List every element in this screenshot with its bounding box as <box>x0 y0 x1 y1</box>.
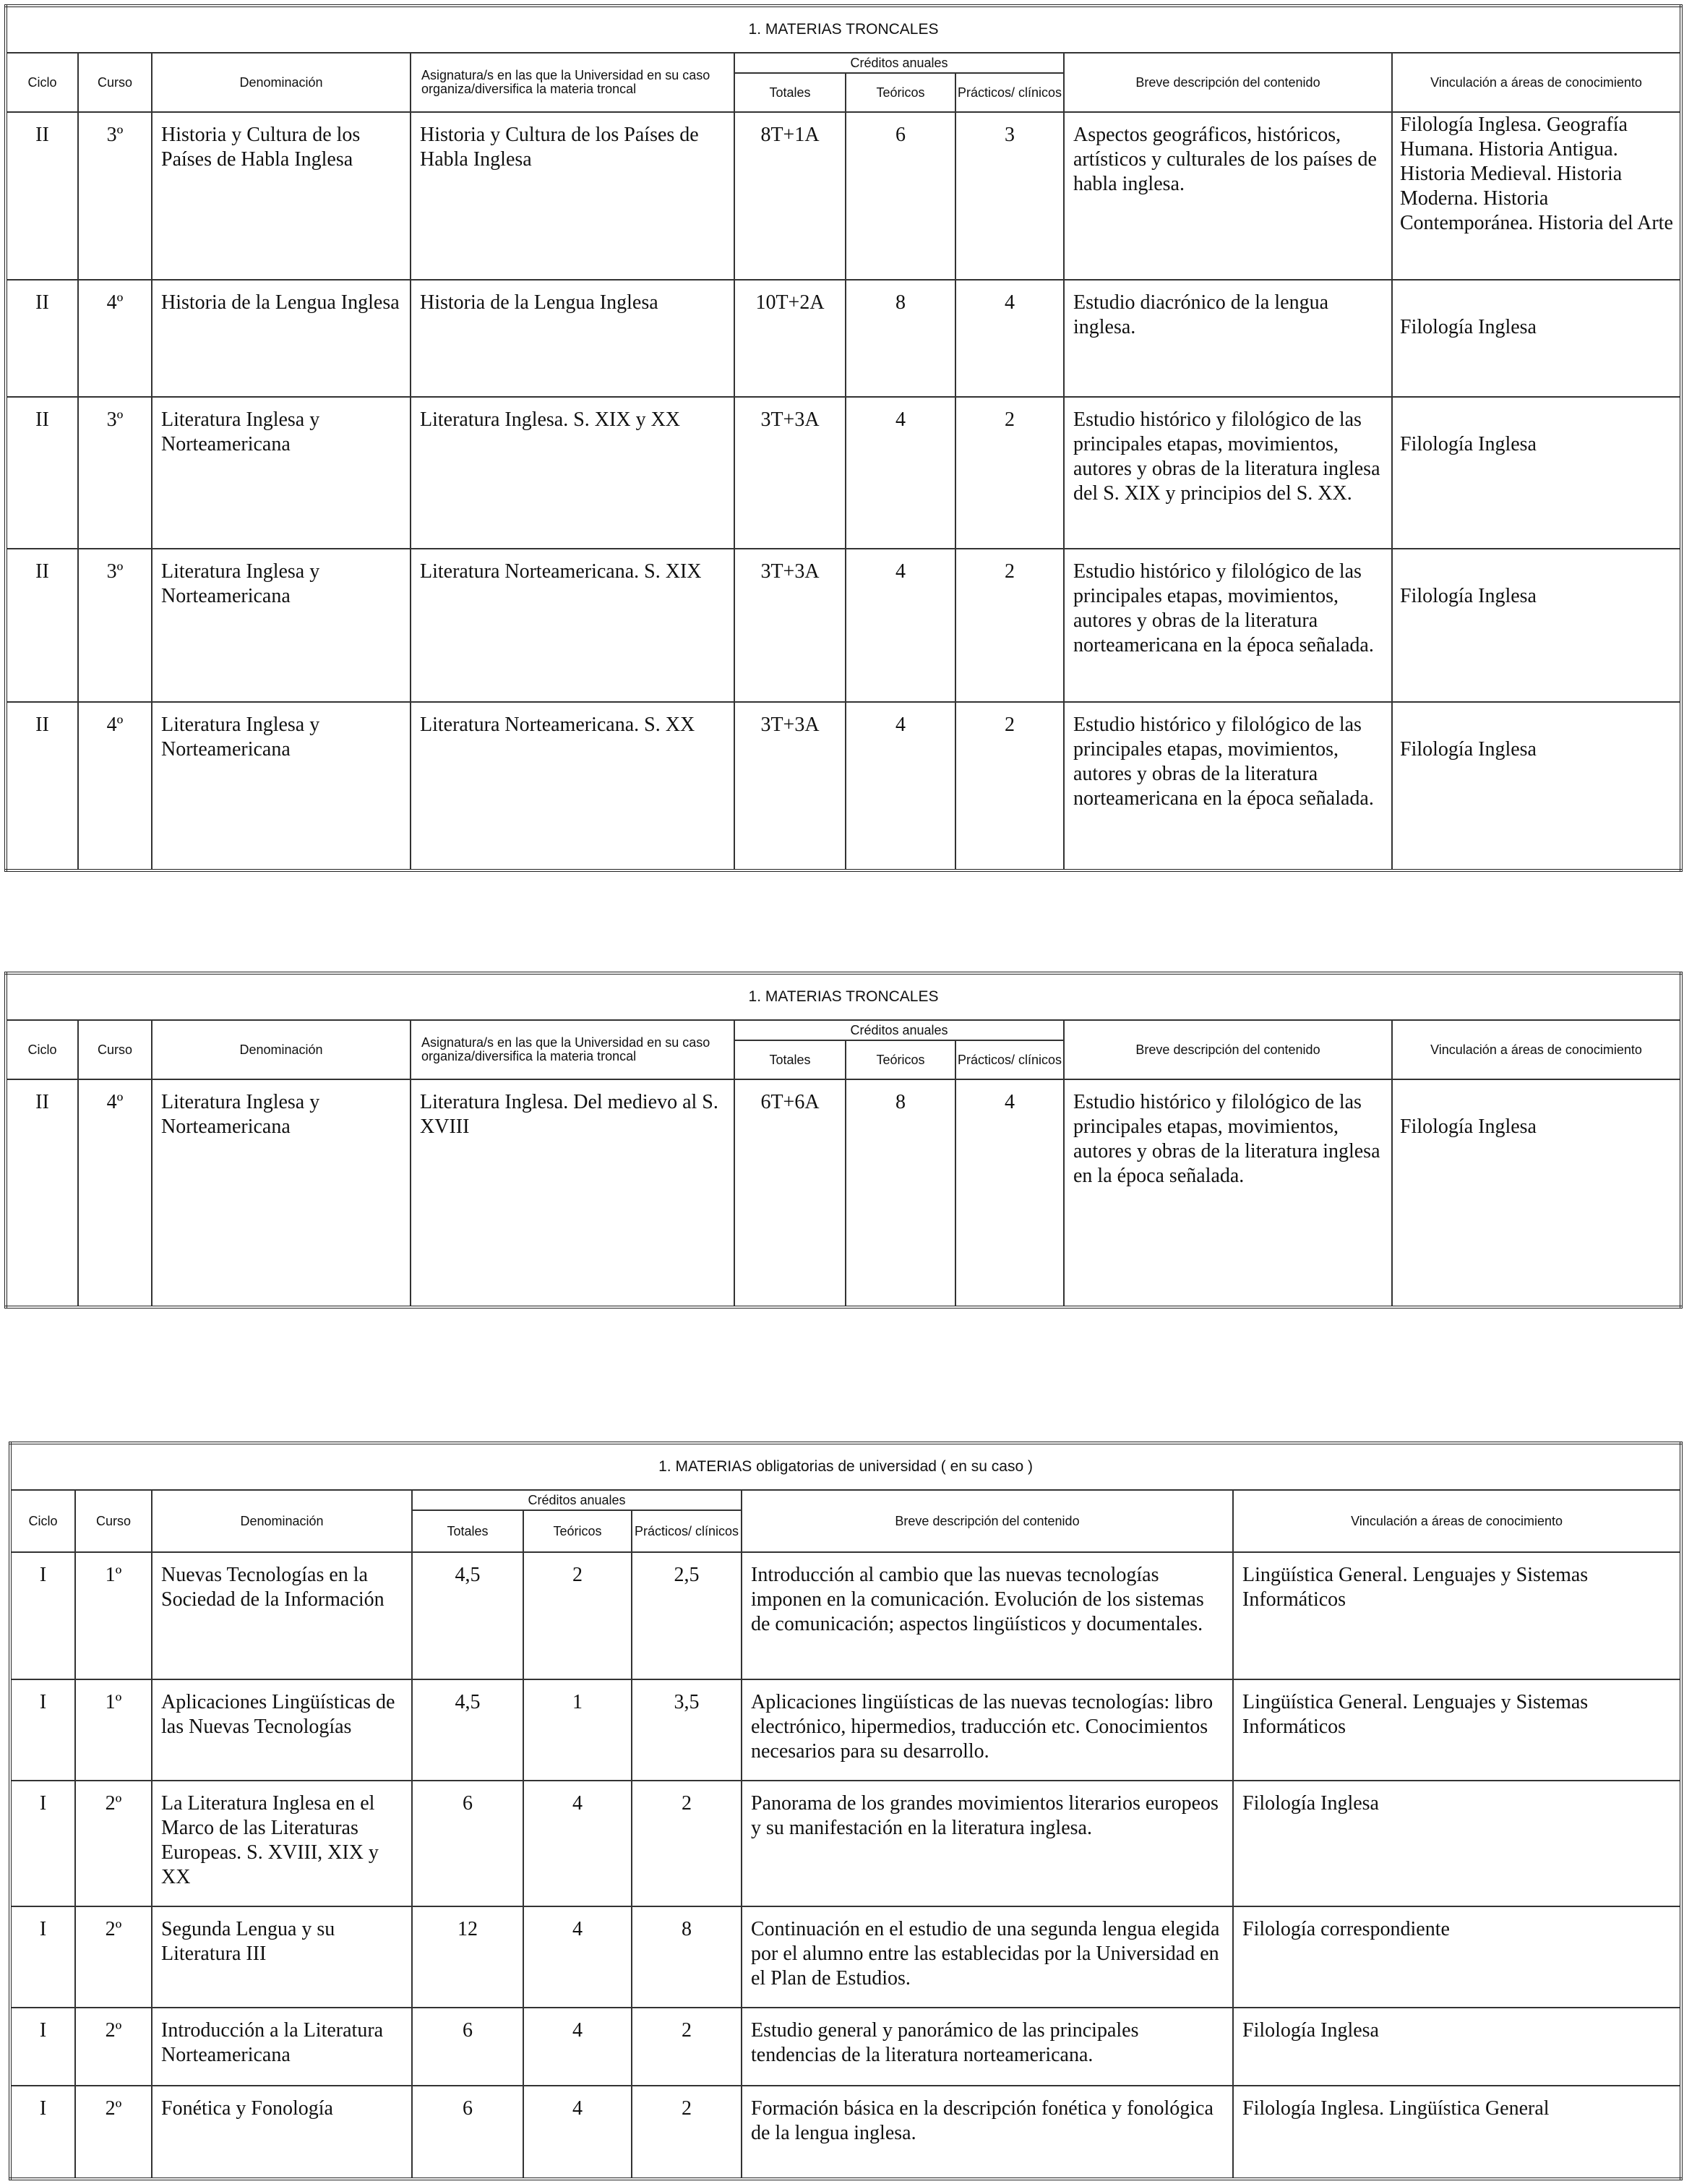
table-row <box>10 1906 1681 2008</box>
cell-practicos: 4 <box>955 1079 1064 1307</box>
table-row <box>6 397 1681 549</box>
cell-curso: 2º <box>75 1906 152 2008</box>
cell-teoricos: 4 <box>523 1781 632 1906</box>
cell-descripcion: Estudio diacrónico de la lengua inglesa. <box>1064 280 1392 397</box>
header-denominacion: Denominación <box>152 53 411 112</box>
header-totales: Totales <box>734 73 846 112</box>
troncales-table-1 <box>4 4 1683 872</box>
cell-asignatura: Literatura Inglesa. S. XIX y XX <box>411 397 734 549</box>
cell-totales: 6T+6A <box>734 1079 846 1307</box>
cell-totales: 6 <box>412 2008 523 2086</box>
cell-teoricos: 8 <box>846 1079 955 1307</box>
table-row <box>10 2008 1681 2086</box>
header-creditos: Créditos anuales <box>734 53 1064 73</box>
header-asignatura: Asignatura/s en las que la Universidad en su caso organiza/diversifica la materia troncal <box>411 1020 734 1079</box>
cell-practicos: 8 <box>632 1906 742 2008</box>
cell-ciclo: I <box>10 2008 75 2086</box>
header-creditos: Créditos anuales <box>412 1490 742 1510</box>
cell-asignatura: Historia de la Lengua Inglesa <box>411 280 734 397</box>
cell-ciclo: II <box>6 397 78 549</box>
cell-ciclo: II <box>6 112 78 280</box>
header-creditos: Créditos anuales <box>734 1020 1064 1040</box>
cell-vinculacion: Filología Inglesa <box>1392 280 1681 397</box>
cell-ciclo: II <box>6 1079 78 1307</box>
header-practicos: Prácticos/ clínicos <box>955 73 1064 112</box>
cell-practicos: 3,5 <box>632 1679 742 1781</box>
cell-descripcion: Estudio histórico y filológico de las principales etapas, movimientos, autores y obras de la literatura norteamericana en la época señalada. <box>1064 702 1392 870</box>
cell-curso: 3º <box>78 549 152 702</box>
cell-curso: 2º <box>75 2008 152 2086</box>
table-row <box>10 1552 1681 1679</box>
cell-vinculacion: Filología Inglesa <box>1392 397 1681 549</box>
table-title: 1. MATERIAS TRONCALES <box>6 973 1681 1020</box>
cell-vinculacion: Filología Inglesa <box>1392 549 1681 702</box>
cell-curso: 1º <box>75 1552 152 1679</box>
table-row <box>6 112 1681 280</box>
table-title: 1. MATERIAS obligatorias de universidad ( en su caso ) <box>10 1443 1681 1490</box>
header-denominacion: Denominación <box>152 1020 411 1079</box>
cell-denominacion: Fonética y Fonología <box>152 2086 412 2179</box>
cell-totales: 6 <box>412 2086 523 2179</box>
header-descripcion: Breve descripción del contenido <box>1064 1020 1392 1079</box>
cell-vinculacion: Lingüística General. Lenguajes y Sistemas Informáticos <box>1233 1679 1681 1781</box>
cell-totales: 4,5 <box>412 1552 523 1679</box>
cell-curso: 2º <box>75 1781 152 1906</box>
table-title: 1. MATERIAS TRONCALES <box>6 6 1681 53</box>
cell-descripcion: Panorama de los grandes movimientos literarios europeos y su manifestación en la literatura inglesa. <box>742 1781 1233 1906</box>
header-totales: Totales <box>412 1510 523 1552</box>
table-row <box>10 2086 1681 2179</box>
cell-denominacion: Literatura Inglesa y Norteamericana <box>152 1079 411 1307</box>
header-vinculacion: Vinculación a áreas de conocimiento <box>1233 1490 1681 1552</box>
cell-totales: 3T+3A <box>734 397 846 549</box>
header-totales: Totales <box>734 1040 846 1079</box>
header-vinculacion: Vinculación a áreas de conocimiento <box>1392 1020 1681 1079</box>
cell-denominacion: Historia y Cultura de los Países de Habla Inglesa <box>152 112 411 280</box>
cell-teoricos: 6 <box>846 112 955 280</box>
header-ciclo: Ciclo <box>6 1020 78 1079</box>
cell-teoricos: 4 <box>846 397 955 549</box>
cell-curso: 4º <box>78 1079 152 1307</box>
cell-teoricos: 4 <box>523 2086 632 2179</box>
cell-teoricos: 4 <box>846 549 955 702</box>
header-ciclo: Ciclo <box>6 53 78 112</box>
header-practicos: Prácticos/ clínicos <box>955 1040 1064 1079</box>
cell-ciclo: II <box>6 702 78 870</box>
header-denominacion: Denominación <box>152 1490 412 1552</box>
cell-ciclo: I <box>10 1781 75 1906</box>
cell-descripcion: Aplicaciones lingüísticas de las nuevas tecnologías: libro electrónico, hipermedios, traducción etc. Conocimientos necesarios para su desarrollo. <box>742 1679 1233 1781</box>
cell-asignatura: Historia y Cultura de los Países de Habla Inglesa <box>411 112 734 280</box>
cell-asignatura: Literatura Norteamericana. S. XIX <box>411 549 734 702</box>
cell-vinculacion: Filología Inglesa <box>1392 1079 1681 1307</box>
cell-practicos: 4 <box>955 280 1064 397</box>
header-practicos: Prácticos/ clínicos <box>632 1510 742 1552</box>
cell-descripcion: Introducción al cambio que las nuevas tecnologías imponen en la comunicación. Evolución de los sistemas de comunicación; aspectos lingüísticos y documentales. <box>742 1552 1233 1679</box>
table-row <box>10 1679 1681 1781</box>
cell-totales: 12 <box>412 1906 523 2008</box>
cell-curso: 3º <box>78 397 152 549</box>
cell-vinculacion: Lingüística General. Lenguajes y Sistemas Informáticos <box>1233 1552 1681 1679</box>
cell-practicos: 3 <box>955 112 1064 280</box>
cell-ciclo: I <box>10 1906 75 2008</box>
header-descripcion: Breve descripción del contenido <box>1064 53 1392 112</box>
cell-vinculacion: Filología Inglesa <box>1392 702 1681 870</box>
cell-denominacion: Historia de la Lengua Inglesa <box>152 280 411 397</box>
cell-totales: 10T+2A <box>734 280 846 397</box>
cell-descripcion: Estudio histórico y filológico de las principales etapas, movimientos, autores y obras de la literatura norteamericana en la época señalada. <box>1064 549 1392 702</box>
cell-practicos: 2,5 <box>632 1552 742 1679</box>
header-descripcion: Breve descripción del contenido <box>742 1490 1233 1552</box>
table-row <box>6 702 1681 870</box>
cell-teoricos: 4 <box>523 1906 632 2008</box>
cell-ciclo: II <box>6 549 78 702</box>
cell-ciclo: I <box>10 2086 75 2179</box>
cell-practicos: 2 <box>955 702 1064 870</box>
cell-descripcion: Aspectos geográficos, históricos, artísticos y culturales de los países de habla inglesa. <box>1064 112 1392 280</box>
cell-totales: 8T+1A <box>734 112 846 280</box>
cell-descripcion: Estudio histórico y filológico de las principales etapas, movimientos, autores y obras de la literatura inglesa del S. XIX y principios del S. XX. <box>1064 397 1392 549</box>
cell-curso: 2º <box>75 2086 152 2179</box>
cell-denominacion: Segunda Lengua y su Literatura III <box>152 1906 412 2008</box>
cell-totales: 3T+3A <box>734 549 846 702</box>
cell-descripcion: Estudio general y panorámico de las principales tendencias de la literatura norteamericana. <box>742 2008 1233 2086</box>
header-asignatura: Asignatura/s en las que la Universidad en su caso organiza/diversifica la materia troncal <box>411 53 734 112</box>
cell-denominacion: Introducción a la Literatura Norteamericana <box>152 2008 412 2086</box>
cell-vinculacion: Filología Inglesa. Geografía Humana. Historia Antigua. Historia Medieval. Historia Moderna. Historia Contemporánea. Historia del Arte <box>1392 112 1681 280</box>
cell-vinculacion: Filología Inglesa. Lingüística General <box>1233 2086 1681 2179</box>
cell-descripcion: Estudio histórico y filológico de las principales etapas, movimientos, autores y obras de la literatura inglesa en la época señalada. <box>1064 1079 1392 1307</box>
header-ciclo: Ciclo <box>10 1490 75 1552</box>
header-curso: Curso <box>78 1020 152 1079</box>
header-curso: Curso <box>75 1490 152 1552</box>
cell-descripcion: Formación básica en la descripción fonética y fonológica de la lengua inglesa. <box>742 2086 1233 2179</box>
table-row <box>6 280 1681 397</box>
cell-teoricos: 4 <box>846 702 955 870</box>
cell-ciclo: I <box>10 1679 75 1781</box>
cell-practicos: 2 <box>632 1781 742 1906</box>
cell-denominacion: Literatura Inglesa y Norteamericana <box>152 702 411 870</box>
header-vinculacion: Vinculación a áreas de conocimiento <box>1392 53 1681 112</box>
cell-practicos: 2 <box>632 2008 742 2086</box>
table-row <box>6 549 1681 702</box>
cell-curso: 1º <box>75 1679 152 1781</box>
cell-teoricos: 4 <box>523 2008 632 2086</box>
cell-practicos: 2 <box>632 2086 742 2179</box>
cell-asignatura: Literatura Norteamericana. S. XX <box>411 702 734 870</box>
cell-denominacion: Literatura Inglesa y Norteamericana <box>152 397 411 549</box>
table-row <box>6 1079 1681 1307</box>
table-row <box>10 1781 1681 1906</box>
cell-curso: 3º <box>78 112 152 280</box>
header-teoricos: Teóricos <box>846 1040 955 1079</box>
cell-denominacion: Nuevas Tecnologías en la Sociedad de la Información <box>152 1552 412 1679</box>
cell-totales: 3T+3A <box>734 702 846 870</box>
cell-practicos: 2 <box>955 549 1064 702</box>
cell-practicos: 2 <box>955 397 1064 549</box>
cell-ciclo: II <box>6 280 78 397</box>
cell-teoricos: 2 <box>523 1552 632 1679</box>
cell-denominacion: Literatura Inglesa y Norteamericana <box>152 549 411 702</box>
cell-vinculacion: Filología Inglesa <box>1233 1781 1681 1906</box>
troncales-table-2 <box>4 972 1683 1309</box>
cell-descripcion: Continuación en el estudio de una segunda lengua elegida por el alumno entre las establecidas por la Universidad en el Plan de Estudios. <box>742 1906 1233 2008</box>
cell-denominacion: La Literatura Inglesa en el Marco de las Literaturas Europeas. S. XVIII, XIX y XX <box>152 1781 412 1906</box>
header-curso: Curso <box>78 53 152 112</box>
header-teoricos: Teóricos <box>523 1510 632 1552</box>
cell-vinculacion: Filología correspondiente <box>1233 1906 1681 2008</box>
cell-totales: 4,5 <box>412 1679 523 1781</box>
cell-vinculacion: Filología Inglesa <box>1233 2008 1681 2086</box>
cell-curso: 4º <box>78 702 152 870</box>
header-teoricos: Teóricos <box>846 73 955 112</box>
cell-curso: 4º <box>78 280 152 397</box>
cell-ciclo: I <box>10 1552 75 1679</box>
cell-denominacion: Aplicaciones Lingüísticas de las Nuevas Tecnologías <box>152 1679 412 1781</box>
cell-totales: 6 <box>412 1781 523 1906</box>
cell-asignatura: Literatura Inglesa. Del medievo al S. XVIII <box>411 1079 734 1307</box>
obligatorias-table <box>9 1442 1683 2180</box>
cell-teoricos: 1 <box>523 1679 632 1781</box>
cell-teoricos: 8 <box>846 280 955 397</box>
